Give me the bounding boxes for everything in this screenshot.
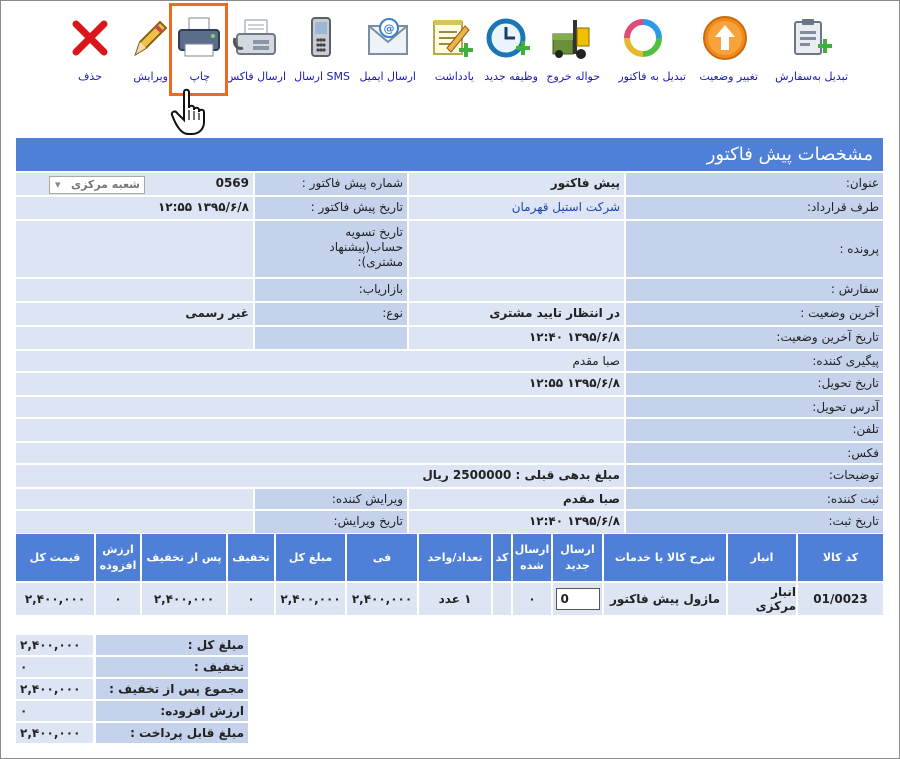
total-amount-label: مبلغ کل : [96, 635, 248, 655]
cell-cd [493, 583, 511, 615]
col-header-cd: کد [493, 534, 511, 581]
delivery-date-label: تاریخ تحویل: [626, 373, 883, 395]
mobile-phone-icon [297, 14, 345, 62]
invoice-number-cell [16, 173, 253, 195]
cell-code: 01/0023 [798, 583, 883, 615]
fax-label: فکس: [626, 443, 883, 463]
delete-label: حذف [78, 70, 102, 83]
totals-row-after-discount [16, 679, 248, 699]
invoice-date-value: ۱۳۹۵/۶/۸ ۱۲:۵۵ [16, 197, 253, 219]
delivery-date-value: ۱۳۹۵/۶/۸ ۱۲:۵۵ [16, 373, 624, 395]
print-highlight-box [169, 3, 228, 96]
exit-voucher-label: حواله خروج [546, 70, 600, 83]
order-value [409, 279, 624, 301]
discount-value: ۰ [16, 657, 93, 677]
col-header-unit-price: فی [347, 534, 417, 581]
status-date-value: ۱۳۹۵/۶/۸ ۱۲:۴۰ [409, 327, 624, 349]
invoice-date-label: تاریخ پیش فاکتور : [255, 197, 407, 219]
after-discount-value: ۲,۴۰۰,۰۰۰ [16, 679, 93, 699]
editor-label: ویرایش کننده: [255, 489, 407, 509]
arrow-up-circle-icon [701, 14, 749, 62]
file-label: پرونده : [626, 221, 883, 277]
notes-label: توضیحات: [626, 465, 883, 487]
notes-value: مبلغ بدهی قبلی : 2500000 ریال [16, 465, 624, 487]
convert-to-invoice-label: تبدیل به فاکتور [618, 70, 686, 83]
col-header-warehouse: انبار [728, 534, 796, 581]
cell-shipped: ۰ [513, 583, 551, 615]
pencil-icon [126, 14, 174, 62]
chevron-down-icon: ▾ [55, 178, 61, 191]
cell-total-price: ۲,۴۰۰,۰۰۰ [16, 583, 94, 615]
marketer-label: بازاریاب: [255, 279, 407, 301]
forklift-icon [547, 14, 595, 62]
file-value [409, 221, 624, 277]
delivery-address-value [16, 397, 624, 417]
delivery-address-label: آدرس تحویل: [626, 397, 883, 417]
follower-label: پیگیری کننده: [626, 351, 883, 371]
print-label: چاپ [189, 70, 210, 83]
creator-value: صبا مقدم [409, 489, 624, 509]
follower-value: صبا مقدم [16, 351, 624, 371]
col-header-total-price: قیمت کل [16, 534, 94, 581]
branch-select[interactable] [49, 176, 145, 194]
edited-date-value [16, 511, 253, 533]
details-grid [16, 171, 883, 528]
invoice-number-label: شماره پیش فاکتور : [255, 173, 407, 195]
cell-warehouse: انبار مرکزی [728, 583, 796, 615]
branch-select-value: شعبه مرکزی [71, 178, 140, 191]
edit-label: ویرایش [133, 70, 168, 83]
vat-label: ارزش افزوده: [96, 701, 248, 721]
cell-total-amount: ۲,۴۰۰,۰۰۰ [276, 583, 345, 615]
discount-label: تخفیف : [96, 657, 248, 677]
cell-new-shipment [553, 583, 602, 615]
cell-unit-price: ۲,۴۰۰,۰۰۰ [347, 583, 417, 615]
blank-value [16, 327, 253, 349]
type-label: نوع: [255, 303, 407, 325]
title-value: پیش فاکتور [409, 173, 624, 195]
col-header-discount: تخفیف [228, 534, 274, 581]
created-date-value: ۱۳۹۵/۶/۸ ۱۲:۴۰ [409, 511, 624, 533]
status-value: در انتظار تایید مشتری [409, 303, 624, 325]
invoice-number-value: 0569 [215, 176, 249, 190]
col-header-shipped: ارسال شده [513, 534, 551, 581]
hand-cursor-icon [170, 88, 210, 136]
marketer-value [16, 279, 253, 301]
party-link[interactable]: شرکت استیل قهرمان [409, 197, 624, 219]
vat-value: ۰ [16, 701, 93, 721]
notepad-add-icon [427, 14, 475, 62]
refresh-cycle-icon [619, 14, 667, 62]
payable-value: ۲,۴۰۰,۰۰۰ [16, 723, 93, 743]
send-sms-label: ارسال SMS [294, 70, 350, 83]
cell-qty-unit: ۱ عدد [419, 583, 491, 615]
created-date-label: تاریخ ثبت: [626, 511, 883, 533]
col-header-vat: ارزش افزوده [96, 534, 140, 581]
total-amount-value: ۲,۴۰۰,۰۰۰ [16, 635, 93, 655]
new-task-label: وظیفه جدید [484, 70, 538, 83]
toolbar [0, 6, 900, 96]
clipboard-add-icon [785, 14, 833, 62]
new-shipment-input[interactable]: 0 [556, 588, 600, 610]
fax-icon [231, 14, 279, 62]
note-label: یادداشت [434, 70, 474, 83]
totals-row-total [16, 635, 248, 655]
editor-value [16, 489, 253, 509]
cell-discount: ۰ [228, 583, 274, 615]
totals-row-payable [16, 723, 248, 743]
type-value: غیر رسمی [16, 303, 253, 325]
settle-date-value [16, 221, 253, 277]
edited-date-label: تاریخ ویرایش: [255, 511, 407, 533]
after-discount-label: مجموع پس از تخفیف : [96, 679, 248, 699]
change-status-label: تغییر وضعیت [699, 70, 758, 83]
status-label: آخرین وضعیت : [626, 303, 883, 325]
payable-label: مبلغ قابل پرداخت : [96, 723, 248, 743]
phone-label: تلفن: [626, 419, 883, 441]
status-date-label: تاریخ آخرین وضعیت: [626, 327, 883, 349]
blank-label [255, 327, 407, 349]
panel-title: مشخصات پیش فاکتور [16, 138, 883, 171]
col-header-total-amount: مبلغ کل [276, 534, 345, 581]
convert-to-order-label: تبدیل به‌سفارش [775, 70, 848, 83]
send-email-label: ارسال ایمیل [359, 70, 416, 83]
col-header-description: شرح کالا یا خدمات [604, 534, 726, 581]
col-header-new-shipment: ارسال جدید [553, 534, 602, 581]
cell-vat: ۰ [96, 583, 140, 615]
settle-date-label: تاریخ تسویه حساب(پیشنهاد مشتری): [255, 221, 407, 277]
totals-row-discount [16, 657, 248, 677]
delete-x-icon [66, 14, 114, 62]
send-fax-label: ارسال فاکس [225, 70, 286, 83]
col-header-qty-unit: تعداد/واحد [419, 534, 491, 581]
order-label: سفارش : [626, 279, 883, 301]
invoice-details-panel [16, 138, 883, 528]
email-icon [365, 14, 413, 62]
clock-add-icon [484, 14, 532, 62]
fax-value [16, 443, 624, 463]
cell-description: ماژول پیش فاکتور [604, 583, 726, 615]
party-label: طرف قرارداد: [626, 197, 883, 219]
col-header-code: کد کالا [798, 534, 883, 581]
svg-text:@: @ [383, 22, 395, 35]
cell-after-discount: ۲,۴۰۰,۰۰۰ [142, 583, 226, 615]
creator-label: ثبت کننده: [626, 489, 883, 509]
totals-row-vat [16, 701, 248, 721]
phone-value [16, 419, 624, 441]
col-header-after-discount: پس از تخفیف [142, 534, 226, 581]
title-label: عنوان: [626, 173, 883, 195]
